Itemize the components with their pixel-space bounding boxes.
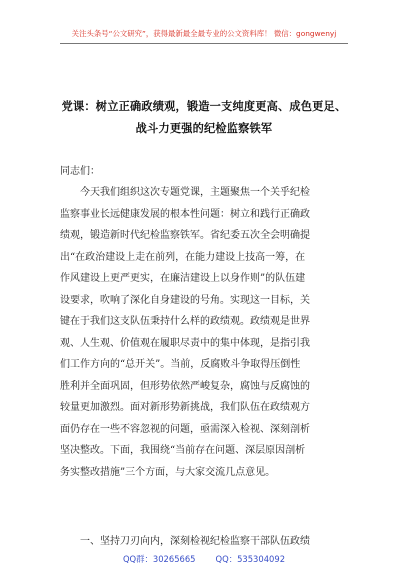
- paragraph-line: 观、人生观、价值观在履职尽责中的集中体现，是指引我: [60, 337, 310, 349]
- document-title-line-2: 战斗力更强的纪检监察铁军: [135, 121, 273, 135]
- paragraph-line: 作风建设上更严更实，在廉洁建设上以身作则”的队伍建: [60, 273, 306, 284]
- paragraph-line: 设要求，吹响了深化自身建设的号角。实现这一目标，关: [60, 294, 310, 306]
- footer-contact: [0, 553, 408, 565]
- footer-qq-group: QQ群：30265665: [122, 554, 196, 564]
- body-paragraph: [60, 182, 348, 483]
- header-banner: 关注头条号“公文研究”，获得最新最全最专业的公文资料库！ 微信：gongwenyj: [71, 29, 337, 38]
- paragraph-line: 面仍存在一些不容忽视的问题，亟需深入检视、深刻剖析: [60, 423, 310, 435]
- paragraph-line: 绩观，锻造新时代纪检监察铁军。省纪委五次全会明确提: [60, 230, 310, 241]
- paragraph-line: 胜利并全面巩固，但形势依然严峻复杂，腐蚀与反腐蚀的: [60, 380, 310, 392]
- paragraph-line: 今天我们组织这次专题党课，主题聚焦一个关乎纪检: [80, 187, 310, 198]
- paragraph-line: 务实整改措施”三个方面，与大家交流几点意见。: [60, 466, 276, 478]
- paragraph-line: 坚决整改。下面，我围绕“当前存在问题、深层原因剖析: [60, 445, 306, 456]
- document-title-line-1: 党课：树立正确政绩观，锻造一支纯度更高、成色更足、: [61, 99, 347, 113]
- header-divider: [60, 43, 348, 44]
- paragraph-line: 出“在政治建设上走在前列，在能力建设上技高一筹，在: [60, 251, 306, 263]
- paragraph-line: 监察事业长远健康发展的根本性问题：树立和践行正确政: [60, 208, 310, 220]
- paragraph-line: 较量更加激烈。面对新形势新挑战，我们队伍在政绩观方: [60, 402, 310, 413]
- paragraph-line: 们工作方向的“总开关”。当前，反腐败斗争取得压倒性: [60, 359, 301, 370]
- footer-qq-number: QQ：535304092: [215, 554, 286, 564]
- salutation: 同志们：: [60, 166, 100, 177]
- paragraph-line: 键在于我们这支队伍秉持什么样的政绩观。政绩观是世界: [60, 316, 310, 327]
- section-heading-one: 一、坚持刀刃向内，深刻检视纪检监察干部队伍政绩: [80, 536, 310, 547]
